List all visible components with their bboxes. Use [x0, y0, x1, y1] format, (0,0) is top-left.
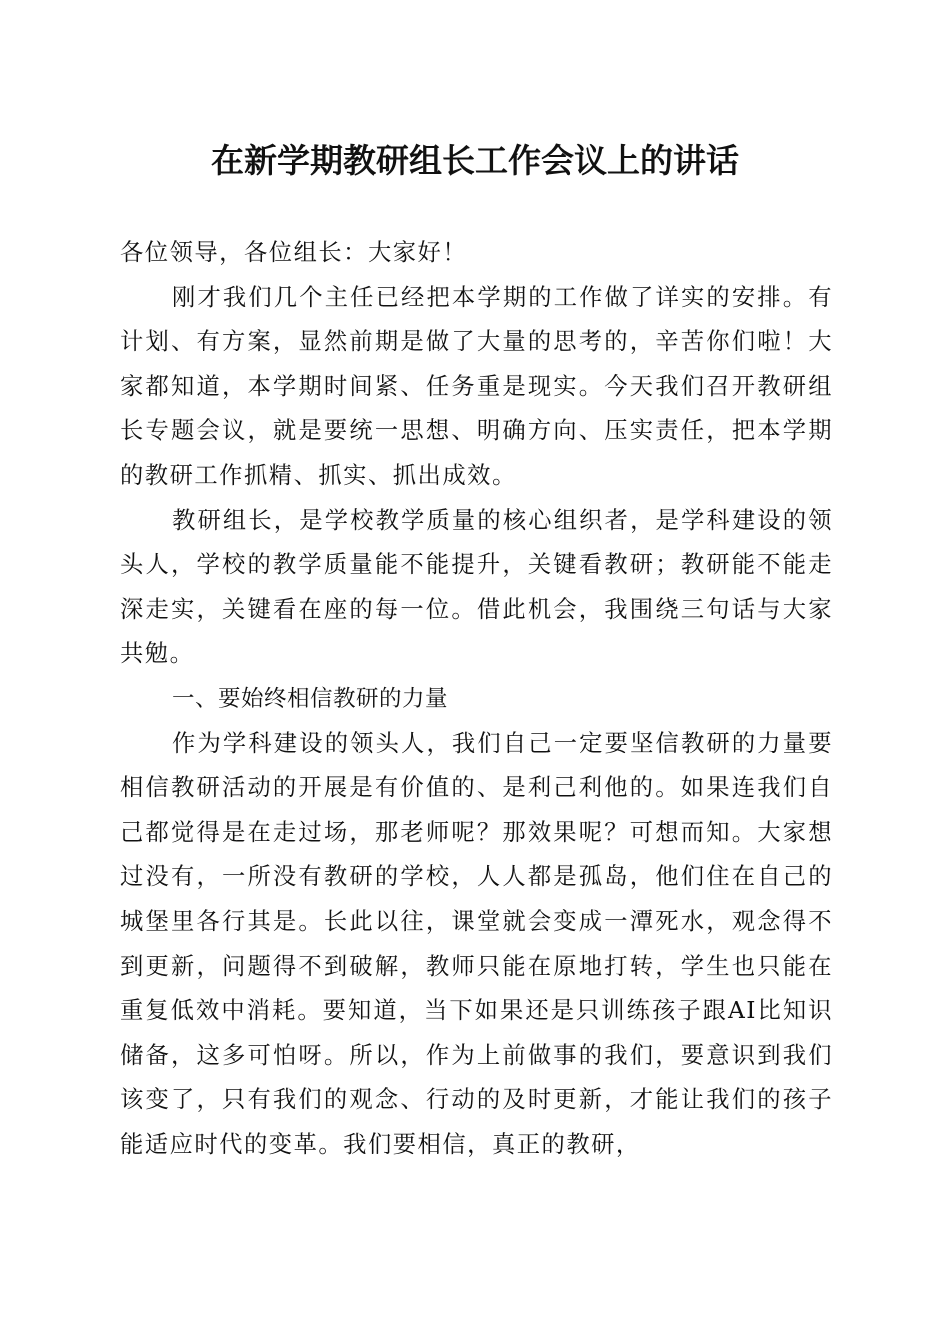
paragraph-opening: 刚才我们几个主任已经把本学期的工作做了详实的安排。有计划、有方案，显然前期是做了大量的思考的，辛苦你们啦！大家都知道，本学期时间紧、任务重是现实。今天我们召开教研组长专题会议，就是要统一思想、明确方向、压实责任，把本学期的教研工作抓精、抓实、抓出成效。 — [120, 283, 833, 489]
paragraph-role: 教研组长，是学校教学质量的核心组织者，是学科建设的领头人，学校的教学质量能不能提升，关键看教研；教研能不能走深走实，关键看在座的每一位。借此机会，我围绕三句话与大家共勉。 — [120, 506, 833, 668]
greeting: 各位领导，各位组长：大家好！ — [120, 239, 468, 266]
document-title: 在新学期教研组长工作会议上的讲话 — [211, 141, 739, 180]
section-paragraph: 作为学科建设的领头人，我们自己一定要坚信教研的力量要相信教研活动的开展是有价值的、是利己利他的。如果连我们自己都觉得是在走过场，那老师呢？那效果呢？可想而知。大家想过没有，一所没有教研的学校，人人都是孤岛，他们住在自己的城堡里各行其是。长此以往，课堂就会变成一潭死水，观念得不到更新，问题得不到破解，教师只能在原地打转，学生也只能在重复低效中消耗。要知道，当下如果还是只训练孩子跟AI比知识储备，这多可怕呀。所以，作为上前做事的我们，要意识到我们该变了，只有我们的观念、行动的及时更新，才能让我们的孩子能适应时代的变革。我们要相信，真正的教研， — [120, 729, 833, 1158]
document-body — [120, 231, 833, 1167]
section-heading: 一、要始终相信教研的力量 — [172, 685, 449, 712]
